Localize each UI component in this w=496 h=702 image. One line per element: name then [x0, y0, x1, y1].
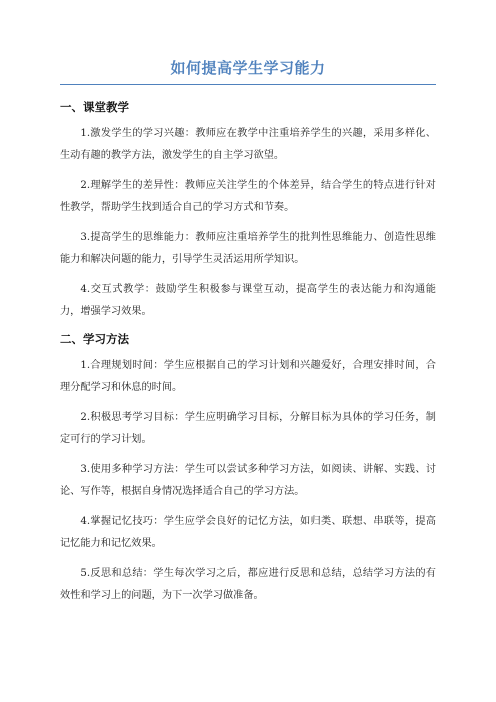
paragraph: 4.掌握记忆技巧：学生应学会良好的记忆方法，如归类、联想、串联等，提高记忆能力和记忆效果。 — [60, 516, 436, 549]
section-heading: 二、学习方法 — [60, 332, 129, 346]
paragraph: 3.提高学生的思维能力：教师应注重培养学生的批判性思维能力、创造性思维能力和解决问题的能力，引导学生灵活运用所学知识。 — [60, 232, 436, 265]
section-heading: 一、课堂教学 — [60, 100, 129, 114]
paragraph: 3.使用多种学习方法：学生可以尝试多种学习方法，如阅读、讲解、实践、讨论、写作等，根据自身情况选择适合自己的学习方法。 — [60, 464, 436, 497]
title-divider — [60, 84, 436, 85]
paragraph: 1.激发学生的学习兴趣：教师应在教学中注重培养学生的兴趣，采用多样化、生动有趣的教学方法，激发学生的自主学习欲望。 — [60, 128, 436, 161]
section-classroom-teaching — [60, 99, 436, 323]
paragraph: 2.理解学生的差异性：教师应关注学生的个体差异，结合学生的特点进行针对性教学，帮助学生找到适合自己的学习方式和节奏。 — [60, 180, 436, 213]
paragraph: 5.反思和总结：学生每次学习之后，都应进行反思和总结，总结学习方法的有效性和学习上的问题，为下一次学习做准备。 — [60, 568, 436, 601]
paragraph: 2.积极思考学习目标：学生应明确学习目标，分解目标为具体的学习任务，制定可行的学习计划。 — [60, 412, 436, 445]
section-learning-methods — [60, 331, 436, 607]
paragraph: 4.交互式教学：鼓励学生积极参与课堂互动，提高学生的表达能力和沟通能力，增强学习效果。 — [60, 284, 436, 317]
document-title: 如何提高学生学习能力 — [170, 59, 326, 77]
paragraph: 1.合理规划时间：学生应根据自己的学习计划和兴趣爱好，合理安排时间，合理分配学习和休息的时间。 — [60, 360, 436, 393]
